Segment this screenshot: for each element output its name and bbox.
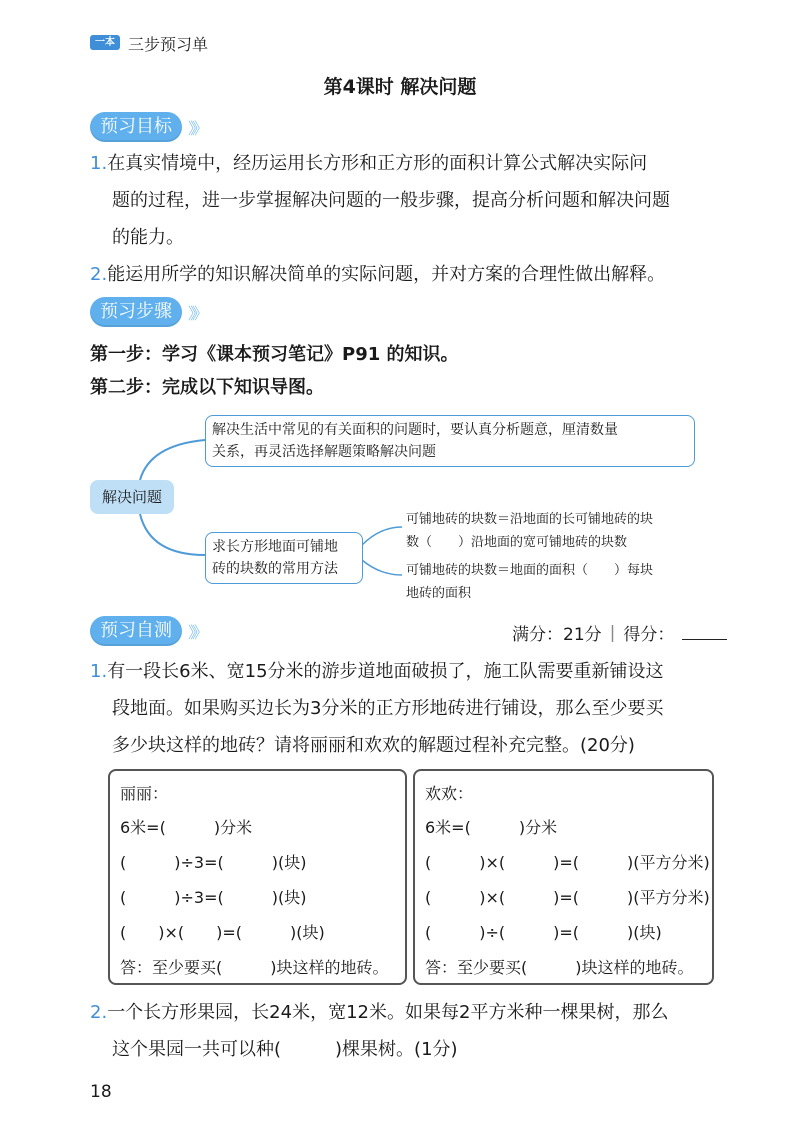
mindmap-root: 解决问题	[90, 480, 174, 514]
goal-1-line-1: 在真实情境中，经历运用长方形和正方形的面积计算公式解决实际问	[107, 153, 648, 174]
question-1-line-1: 有一段长6米、宽15分米的游步道地面破损了，施工队需要重新铺设这	[107, 661, 664, 682]
mindmap-branch-2-line-2: 砖的块数的常用方法	[212, 561, 338, 577]
huanhuan-line-3[interactable]: ( )×( )=( )(平方分米)	[425, 888, 710, 907]
question-2-line-2[interactable]: 这个果园一共可以种( )棵果树。(1分)	[112, 1039, 458, 1060]
mindmap-branch-1-line-1: 解决生活中常见的有关面积的问题时，要认真分析题意，厘清数量	[212, 422, 618, 438]
question-2-line-1: 一个长方形果园，长24米，宽12米。如果每2平方米种一棵果树，那么	[107, 1002, 669, 1023]
lili-line-1[interactable]: 6米=( )分米	[120, 818, 253, 837]
mindmap-branch-1-line-2: 关系，再灵活选择解题策略解决问题	[212, 444, 436, 460]
lili-line-4[interactable]: ( )×( )=( )(块)	[120, 923, 325, 942]
mindmap-branch-2	[205, 532, 363, 584]
score-separator: |	[609, 622, 616, 643]
series-title: 三步预习单	[128, 35, 209, 54]
mindmap-method-1-line-1: 可铺地砖的块数＝沿地面的长可铺地砖的块	[406, 512, 654, 527]
lili-name: 丽丽：	[120, 784, 169, 803]
question-1	[90, 653, 730, 764]
step-2: 第二步：完成以下知识导图。	[90, 377, 324, 398]
goal-1-line-2: 题的过程，进一步掌握解决问题的一般步骤，提高分析问题和解决问题	[112, 190, 670, 211]
question-2-number: 2.	[90, 1002, 108, 1023]
chevron-right-icon: 》》	[188, 303, 205, 323]
lili-line-3[interactable]: ( )÷3=( )(块)	[120, 888, 307, 907]
question-2	[90, 994, 730, 1068]
score-label: 得分：	[623, 625, 675, 645]
huanhuan-line-4[interactable]: ( )÷( )=( )(块)	[425, 923, 662, 942]
goal-2-number: 2.	[90, 264, 108, 285]
mindmap-method-1	[406, 508, 716, 554]
section-test-header	[90, 616, 204, 646]
goal-1-line-3: 的能力。	[112, 227, 184, 248]
chevron-right-icon: 》》	[188, 118, 205, 138]
huanhuan-name: 欢欢：	[425, 784, 474, 803]
chevron-right-icon: 》》	[188, 622, 205, 642]
step-1: 第一步：学习《课本预习笔记》P91 的知识。	[90, 344, 459, 365]
huanhuan-line-2[interactable]: ( )×( )=( )(平方分米)	[425, 853, 710, 872]
huanhuan-answer[interactable]: 答：至少要买( )块这样的地砖。	[425, 958, 694, 977]
score-box	[512, 620, 727, 645]
section-goals-pill: 预习目标	[90, 112, 182, 142]
mindmap-method-2-line-2: 地砖的面积	[406, 586, 472, 601]
mindmap-branch-2-line-1: 求长方形地面可铺地	[212, 539, 338, 555]
lili-solution-panel	[108, 769, 407, 985]
huanhuan-solution-panel	[413, 769, 714, 985]
question-1-number: 1.	[90, 661, 108, 682]
huanhuan-line-1[interactable]: 6米=( )分米	[425, 818, 558, 837]
goal-2-text: 能运用所学的知识解决简单的实际问题，并对方案的合理性做出解释。	[107, 264, 666, 285]
section-steps-pill: 预习步骤	[90, 297, 182, 327]
question-1-line-2: 段地面。如果购买边长为3分米的正方形地砖进行铺设，那么至少要买	[112, 698, 664, 719]
mindmap-branch-1	[205, 415, 695, 467]
lili-answer[interactable]: 答：至少要买( )块这样的地砖。	[120, 958, 389, 977]
full-score: 满分：21分	[512, 625, 602, 645]
score-blank[interactable]	[682, 625, 727, 640]
section-test-pill: 预习自测	[90, 616, 182, 646]
mindmap-method-2	[406, 559, 716, 605]
mindmap-method-2-line-1: 可铺地砖的块数＝地面的面积（ ）每块	[406, 563, 654, 578]
lili-line-2[interactable]: ( )÷3=( )(块)	[120, 853, 307, 872]
question-1-line-3: 多少块这样的地砖？请将丽丽和欢欢的解题过程补充完整。(20分)	[112, 735, 635, 756]
page-number: 18	[90, 1082, 112, 1102]
goal-1-number: 1.	[90, 153, 108, 174]
mindmap-method-1-line-2: 数（ ）沿地面的宽可铺地砖的块数	[406, 535, 628, 550]
lesson-title: 第4课时 解决问题	[323, 76, 477, 98]
brand-logo: 一本	[90, 35, 120, 50]
